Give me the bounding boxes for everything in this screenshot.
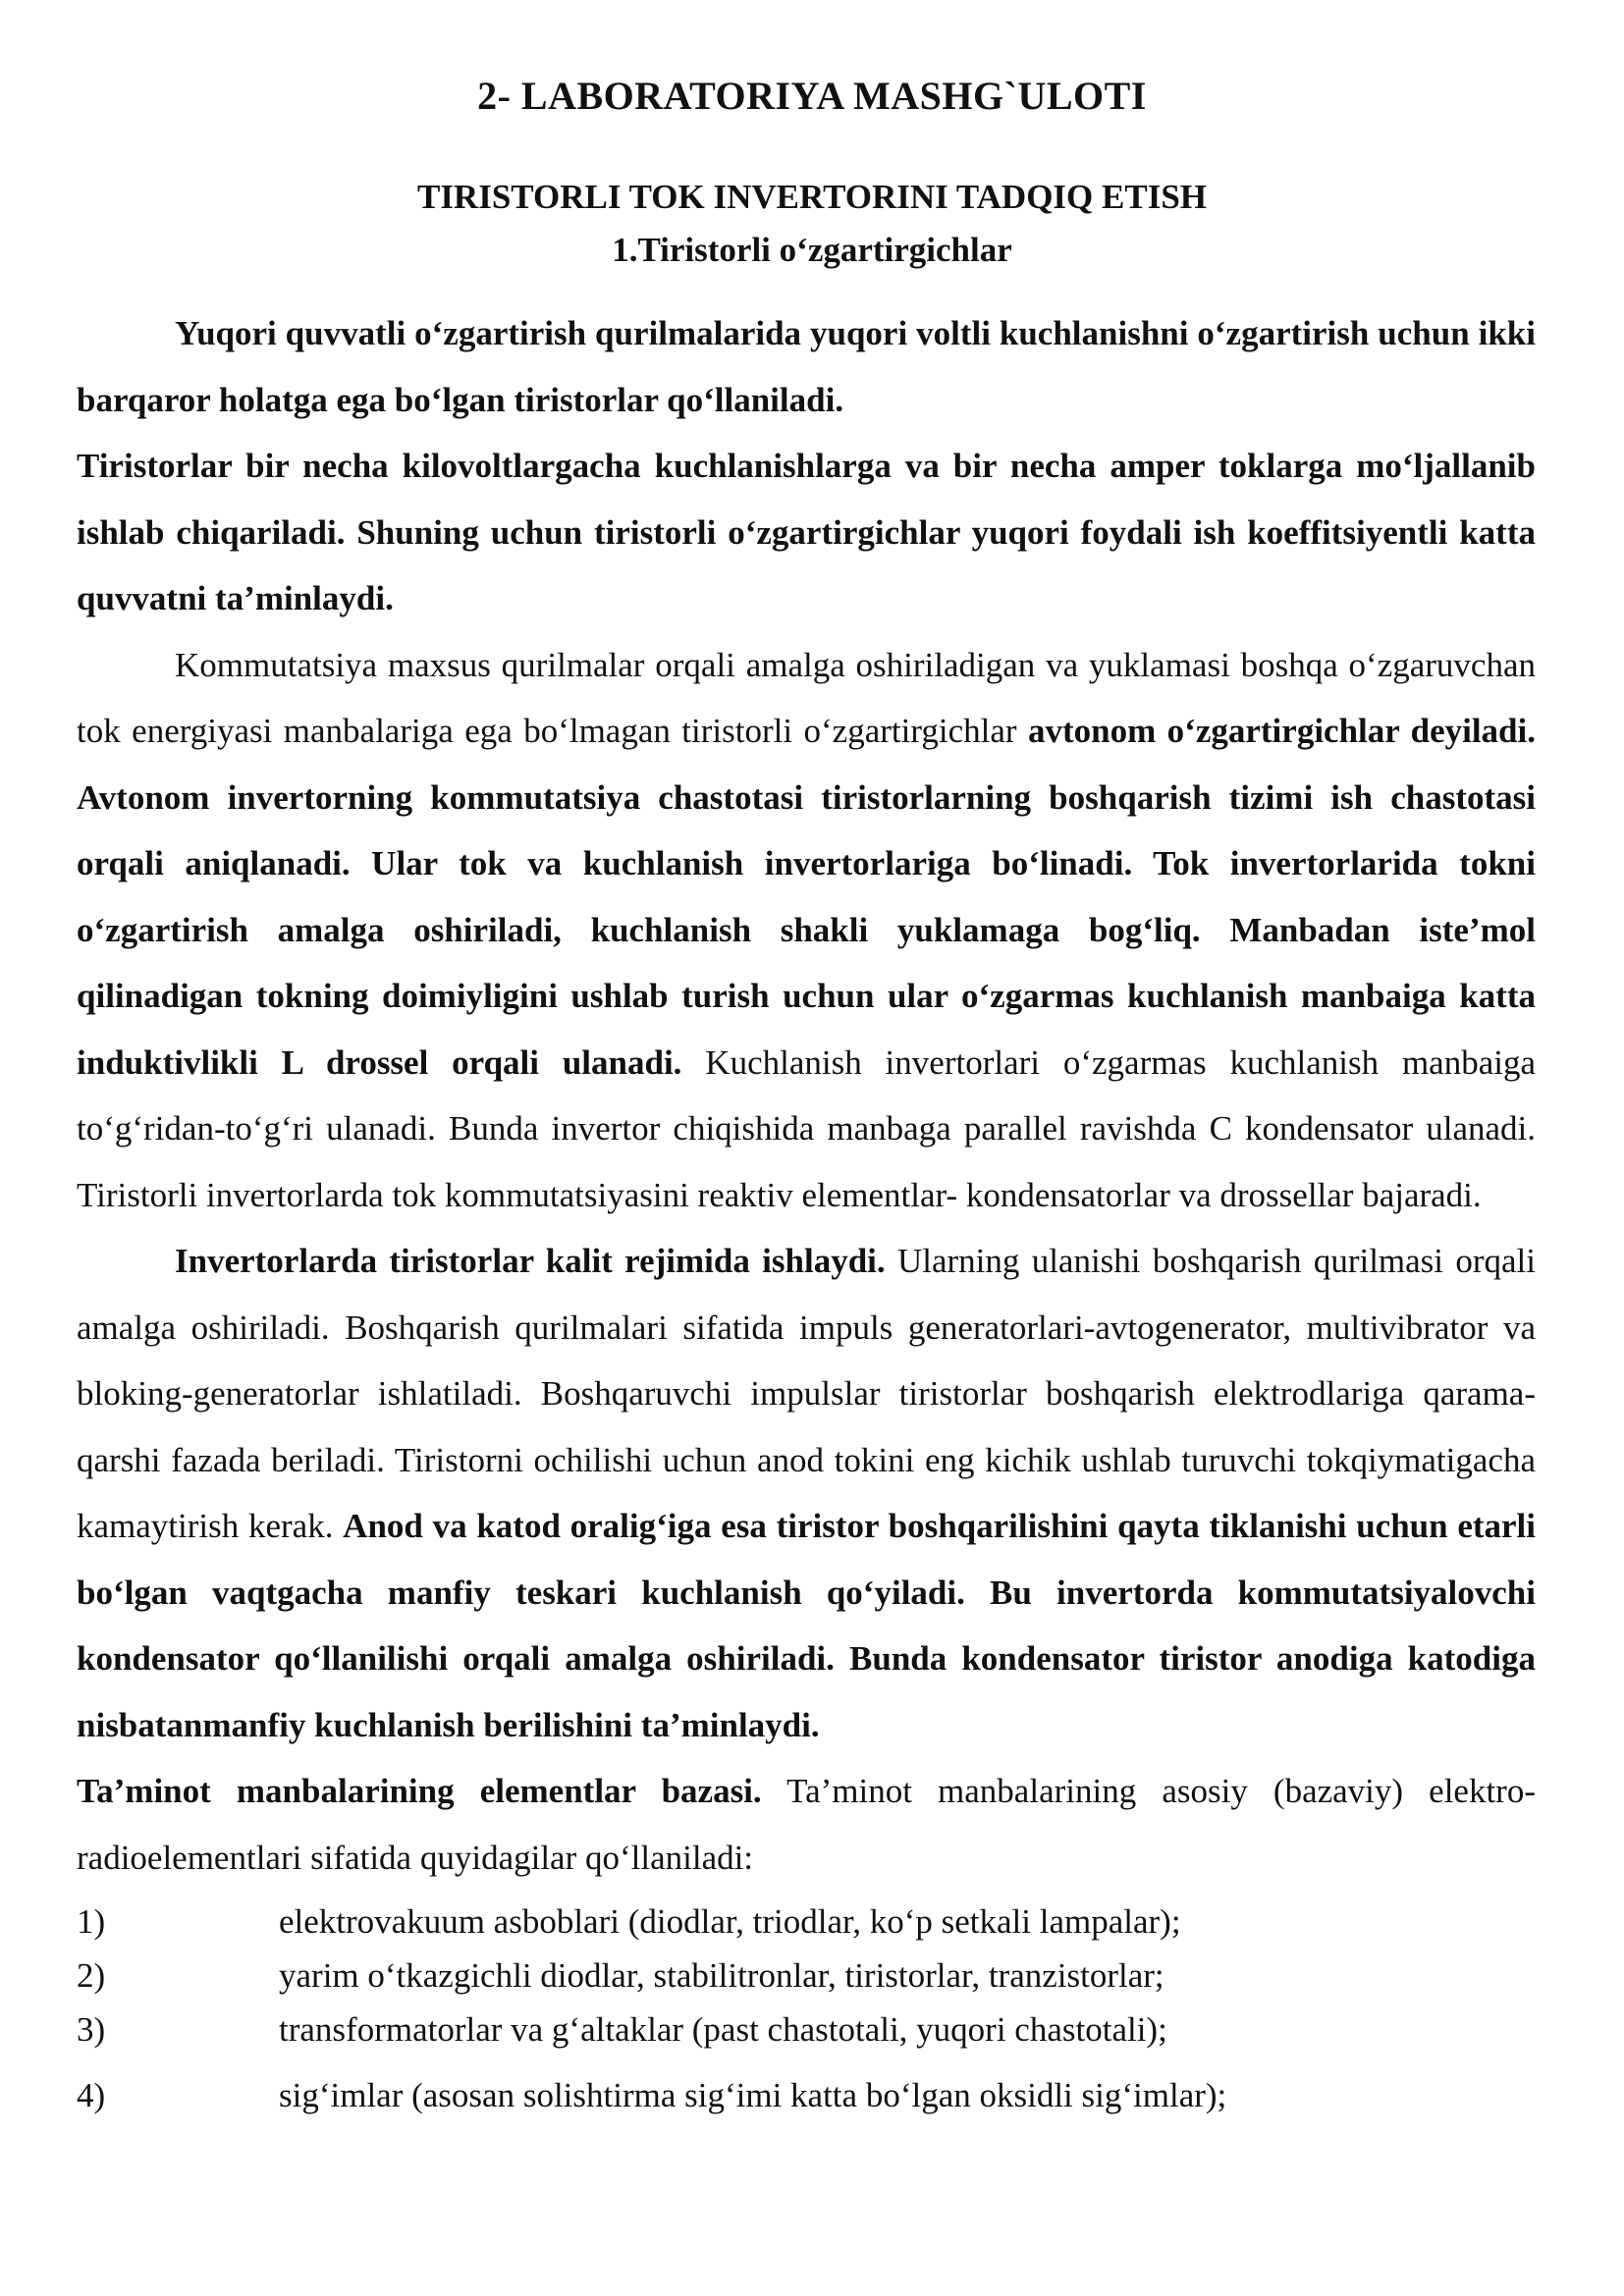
lab-subtitle: [0, 171, 1624, 277]
paragraph-3: [77, 632, 1536, 1229]
list-item-text: transformatorlar va g‘altaklar (past chastotali, yuqori chastotali);: [279, 2010, 1167, 2049]
lab-topic-heading: TIRISTORLI TOK INVERTORINI TADQIQ ETISH: [416, 178, 1208, 216]
document-body: [77, 300, 1536, 2122]
list-item-text: sig‘imlar (asosan solishtirma sig‘imi katta bo‘lgan oksidli sig‘imlar);: [279, 2076, 1227, 2114]
paragraph-4-text-a: Invertorlarda tiristorlar kalit rejimida ishlaydi.: [175, 1242, 886, 1280]
paragraph-5-heading: Ta’minot manbalarining elementlar bazasi.: [77, 1772, 762, 1810]
list-item-text: elektrovakuum asboblari (diodlar, triodlar, ko‘p setkali lampalar);: [279, 1902, 1181, 1941]
list-item: [77, 1949, 1536, 2002]
paragraph-4-text-b: Ularning ulanishi boshqarish qurilmasi orqali amalga oshiriladi. Boshqarish qurilmalari sifatida impuls generatorlari-avtogenerator, multivibrator va bloking-generatorlar ishlatiladi. Boshqaruvchi impulslar tiristorlar boshqarish elektrodlariga qarama-qarshi fazada beriladi. Tiristorni ochilishi uchun anod tokini eng kichik ushlab turuvchi tokqiymatigacha kamaytirish kerak.: [77, 1242, 1536, 1545]
paragraph-2: Tiristorlar bir necha kilovoltlargacha kuchlanishlarga va bir necha amper toklarga mo‘ljallanib ishlab chiqariladi. Shuning uchun tiristorli o‘zgartirgichlar yuqori foydali ish koeffitsiyentli katta quvvatni ta’minlaydi.: [77, 447, 1536, 617]
list-item-number: 3): [77, 2010, 106, 2049]
paragraph-5-text: Ta’minot manbalarining asosiy (bazaviy) elektro-radioelementlari sifatida quyidagilar qo‘llaniladi:: [77, 1772, 1536, 1877]
paragraph-4-text-c: Anod va katod oralig‘iga esa tiristor boshqarilishini qayta tiklanishi uchun etarli bo‘lgan vaqtgacha manfiy teskari kuchlanish qo‘yiladi. Bu invertorda kommutatsiyalovchi kondensator qo‘llanilishi orqali amalga oshiriladi. Bunda kondensator tiristor anodiga katodiga nisbatanmanfiy kuchlanish berilishini ta’minlaydi.: [77, 1507, 1537, 1744]
list-item-number: 2): [77, 1956, 106, 1995]
paragraph-4: [77, 1228, 1536, 1758]
list-item-text: yarim o‘tkazgichli diodlar, stabilitronlar, tiristorlar, tranzistorlar;: [279, 1956, 1164, 1995]
list-item: [77, 1895, 1536, 1949]
list-item-number: 1): [77, 1902, 106, 1941]
paragraph-3-text-c: Kuchlanish invertorlari o‘zgarmas kuchlanish manbaiga to‘g‘ridan-to‘g‘ri ulanadi. Bunda invertor chiqishida manbaga parallel ravishda C kondensator ulanadi. Tiristorli invertorlarda tok kommutatsiyasini reaktiv elementlar- kondensatorlar va drossellar bajaradi.: [77, 1042, 1536, 1214]
list-item: [77, 2002, 1536, 2056]
paragraph-3-text-b: avtonom o‘zgartirgichlar deyiladi. Avtonom invertorning kommutatsiya chastotasi tiristorlarning boshqarish tizimi ish chastotasi orqali aniqlanadi. Ular tok va kuchlanish invertorlariga bo‘linadi. Tok invertorlarida tokni o‘zgartirish amalga oshiriladi, kuchlanish shakli yuklamaga bog‘liq. Manbadan iste’mol qilinadigan tokning doimiyligini ushlab turish uchun ular o‘zgarmas kuchlanish manbaiga katta induktivlikli L drossel orqali ulanadi.: [77, 712, 1536, 1082]
paragraph-5: [77, 1758, 1536, 1891]
list-item: [77, 2068, 1536, 2122]
list-item-number: 4): [77, 2076, 106, 2114]
section-heading: 1.Tiristorli o‘zgartirgichlar: [612, 231, 1012, 269]
elements-list: [77, 1895, 1536, 2122]
paragraph-1: Yuqori quvvatli o‘zgartirish qurilmalarida yuqori voltli kuchlanishni o‘zgartirish uchun ikki barqaror holatga ega bo‘lgan tiristorlar qo‘llaniladi.: [77, 314, 1536, 419]
paragraph-3-text-a: Kommutatsiya maxsus qurilmalar orqali amalga oshiriladigan va yuklamasi boshqa o‘zgaruvchan tok energiyasi manbalariga ega bo‘lmagan tiristorli o‘zgartirgichlar: [77, 645, 1536, 750]
page-title: 2- LABORATORIYA MASHG`ULOTI: [477, 74, 1147, 118]
